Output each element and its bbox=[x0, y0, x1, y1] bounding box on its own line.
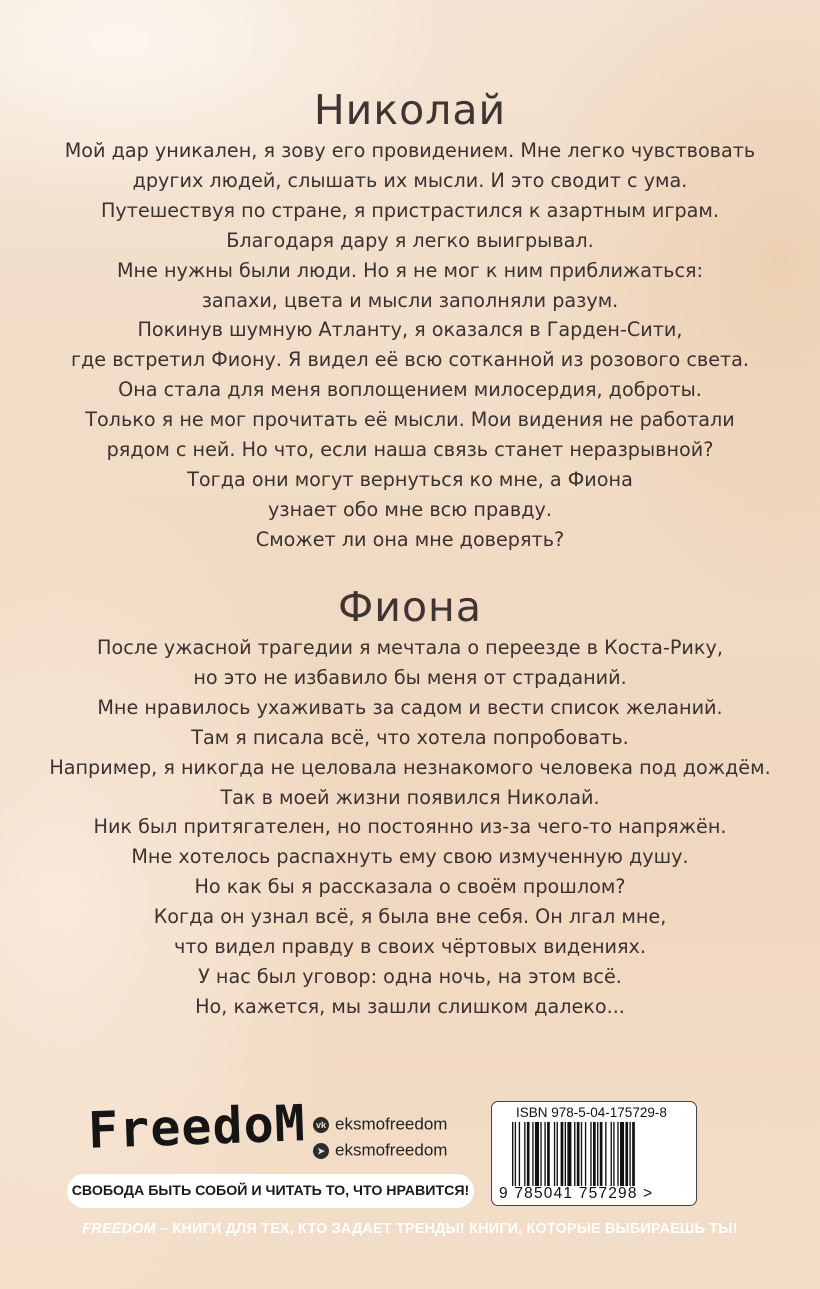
barcode-bar bbox=[574, 1122, 575, 1186]
barcode-bar bbox=[519, 1122, 520, 1186]
blurb-line: Сможет ли она мне доверять? bbox=[255, 527, 565, 551]
blurb-line: где встретил Фиону. Я видел её всю сотканной из розового света. bbox=[70, 348, 750, 372]
isbn-label: ISBN 978-5-04-175729-8 bbox=[516, 1105, 667, 1120]
barcode-bar bbox=[540, 1122, 541, 1186]
blurb-line: Так в моей жизни появился Николай. bbox=[220, 785, 600, 809]
barcode-bar bbox=[625, 1122, 628, 1186]
blurb-line: Ник был притягателен, но постоянно из-за чего-то напряжён. bbox=[93, 815, 727, 839]
barcode-bar bbox=[565, 1122, 566, 1186]
barcode-bar bbox=[535, 1122, 539, 1186]
blurb-line: Мне нравилось ухаживать за садом и вести список желаний. bbox=[97, 695, 723, 719]
freedom-logo: FreedoM bbox=[87, 1094, 307, 1160]
blurb-line: У нас был уговор: одна ночь, на этом всё. bbox=[198, 964, 622, 988]
barcode-bar bbox=[557, 1122, 558, 1186]
blurb-line: запахи, цвета и мысли заполняли разум. bbox=[201, 288, 619, 312]
tagline-text: – КНИГИ ДЛЯ ТЕХ, КТО ЗАДАЕТ ТРЕНДЫ! КНИГИ, КОТОРЫЕ ВЫБИРАЕШЬ ТЫ! bbox=[155, 1221, 738, 1237]
blurb-line: рядом с ней. Но что, если наша связь станет неразрывной? bbox=[106, 438, 714, 462]
blurb-line: что видел правду в своих чёртовых видениях. bbox=[173, 935, 646, 959]
barcode-bar bbox=[547, 1122, 550, 1186]
social-handle: eksmofreedom bbox=[335, 1140, 448, 1160]
blurb-line: Покинув шумную Атланту, я оказался в Гарден-Сити, bbox=[137, 318, 683, 342]
blurb-line: Мой дар уникален, я зову его провидением. Мне легко чувствовать bbox=[64, 139, 756, 162]
barcode-bar bbox=[527, 1122, 530, 1186]
blurb-line: Тогда они могут вернуться ко мне, а Фиона bbox=[187, 467, 633, 491]
barcode-bar bbox=[577, 1122, 580, 1186]
barcode-bar bbox=[512, 1122, 513, 1186]
blurb-line: Путешествуя по стране, я пристрастился к азартным играм. bbox=[100, 198, 719, 222]
telegram-icon: ➤ bbox=[313, 1143, 329, 1159]
social-telegram[interactable] bbox=[313, 1140, 447, 1161]
social-vk[interactable] bbox=[313, 1114, 447, 1135]
barcode-bar bbox=[561, 1122, 564, 1186]
blurb-line: Но как бы я рассказала о своём прошлом? bbox=[194, 875, 626, 899]
barcode-bar bbox=[617, 1122, 618, 1186]
barcode-bar bbox=[597, 1122, 598, 1186]
barcode-bar bbox=[613, 1122, 614, 1186]
barcode-bar bbox=[532, 1122, 533, 1186]
barcode-bar bbox=[585, 1122, 586, 1186]
section-title-fiona: Фиона bbox=[338, 583, 482, 631]
isbn-barcode bbox=[491, 1101, 697, 1206]
blurb-line: других людей, слышать их мысли. И это сводит с ума. bbox=[132, 168, 688, 192]
blurb-nikolai bbox=[20, 136, 800, 555]
vk-icon: vk bbox=[313, 1117, 329, 1133]
barcode-digits: 9 785041 757298 > bbox=[499, 1185, 654, 1202]
blurb-line: Там я писала всё, что хотела попробовать. bbox=[191, 725, 629, 749]
social-handle: eksmofreedom bbox=[335, 1114, 448, 1134]
barcode-bar bbox=[593, 1122, 596, 1186]
barcode-bar bbox=[611, 1122, 612, 1186]
section-title-nikolai: Николай bbox=[313, 86, 507, 134]
blurb-fiona bbox=[20, 633, 800, 1022]
blurb-line: но это не избавило бы меня от страданий. bbox=[193, 665, 627, 689]
barcode-bar bbox=[515, 1122, 516, 1186]
barcode-bar bbox=[544, 1122, 545, 1186]
blurb-line: Когда он узнал всё, я была вне себя. Он лгал мне, bbox=[153, 905, 667, 929]
barcode-bars bbox=[512, 1122, 680, 1186]
blurb-line: Например, я никогда не целовала незнакомого человека под дождём. bbox=[49, 755, 771, 779]
barcode-bar bbox=[620, 1122, 624, 1186]
blurb-line: Мне нужны были люди. Но я не мог к ним приближаться: bbox=[116, 258, 704, 282]
barcode-bar bbox=[581, 1122, 582, 1186]
barcode-bar bbox=[632, 1122, 635, 1186]
barcode-bar bbox=[590, 1122, 591, 1186]
barcode-bar bbox=[605, 1122, 606, 1186]
barcode-bar bbox=[629, 1122, 630, 1186]
blurb-line: После ужасной трагедии я мечтала о переезде в Коста-Рику, bbox=[97, 636, 723, 659]
blurb-line: Но, кажется, мы зашли слишком далеко... bbox=[195, 994, 625, 1018]
barcode-bar bbox=[600, 1122, 603, 1186]
bottom-tagline bbox=[0, 1221, 820, 1237]
barcode-bar bbox=[554, 1122, 555, 1186]
barcode-bar bbox=[567, 1122, 571, 1186]
slogan-badge: СВОБОДА БЫТЬ СОБОЙ И ЧИТАТЬ ТО, ЧТО НРАВИТСЯ! bbox=[67, 1174, 474, 1208]
blurb-line: Мне хотелось распахнуть ему свою измученную душу. bbox=[131, 845, 689, 869]
blurb-line: узнает обо мне всю правду. bbox=[268, 497, 552, 521]
blurb-line: Благодаря дару я легко выигрывал. bbox=[226, 228, 594, 252]
barcode-bar bbox=[524, 1122, 525, 1186]
blurb-line: Только я не мог прочитать её мысли. Мои видения не работали bbox=[85, 408, 735, 432]
brand-name: FREEDOM bbox=[82, 1221, 156, 1237]
blurb-line: Она стала для меня воплощением милосердия, доброты. bbox=[118, 378, 702, 402]
